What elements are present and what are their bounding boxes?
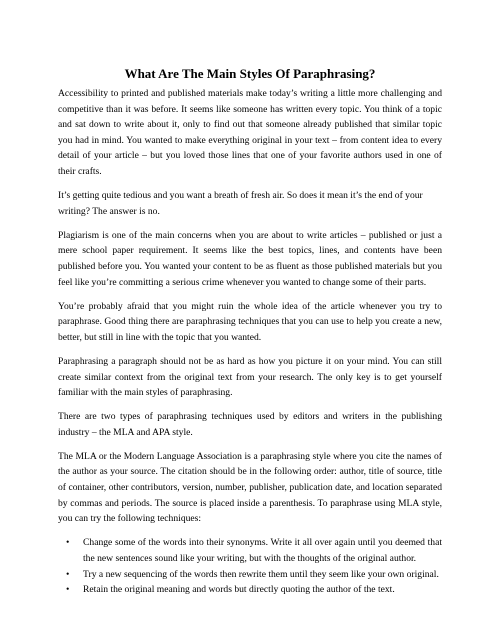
document-title: What Are The Main Styles Of Paraphrasing? — [124, 66, 376, 81]
list-item-text: Retain the original meaning and words but directly quoting the author of the text. — [83, 584, 395, 596]
paragraph-plagiarism: Plagiarism is one of the main concerns when you are about to write articles – published or just a mere school paper requirement. It seems like the best topics, lines, and contents have been published before you. You wanted your content to be as fluent as those published materials but you feel like you’re committing a serious crime whenever you wanted to change some of their parts. — [58, 229, 442, 288]
bullet-icon: • — [66, 537, 70, 549]
paragraph-mla: The MLA or the Modern Language Association is a paraphrasing style where you cite the names of the author as your source. The citation should be in the following order: author, title of source, title of container, other contributors, version, number, publisher, publication date, and location separated by commas and periods. The source is placed inside a parenthesis. To paraphrase using MLA style, you can try the following techniques: — [58, 450, 442, 525]
paragraph-afraid: You’re probably afraid that you might ruin the whole idea of the article whenever you try to paraphrase. Good thing there are paraphrasing techniques that you can use to help you create a new, better, but still in line with the topic that you wanted. — [58, 300, 442, 343]
paragraph-tedious: It’s getting quite tedious and you want a breath of fresh air. So does it mean it’s the end of your writing? The answer is no. — [58, 190, 423, 217]
list-item-text: Change some of the words into their synonyms. Write it all over again until you deemed that the new sentences sound like your writing, but with the thoughts of the original author. — [83, 537, 442, 564]
paragraph-accessibility: Accessibility to printed and published materials make today’s writing a little more challenging and competitive than it was before. It seems like someone has written every topic. You think of a topic and sat down to write about it, only to find out that someone already published that similar topic you had in mind. You wanted to make everything original in your text – from content idea to every detail of your article – but you loved those lines that one of your favorite authors used in one of their crafts. — [58, 88, 442, 177]
list-item — [58, 567, 442, 583]
bullet-icon: • — [66, 568, 70, 580]
list-item — [58, 535, 442, 566]
paragraph-two-types: There are two types of paraphrasing techniques used by editors and writers in the publishing industry – the MLA and APA style. — [58, 411, 442, 438]
bullet-icon: • — [66, 584, 70, 596]
list-item-text: Try a new sequencing of the words then rewrite them until they seem like your own original. — [83, 568, 439, 580]
paragraph-paraphrasing-paragraph: Paraphrasing a paragraph should not be as hard as how you picture it on your mind. You can still create similar context from the original text from your research. The only key is to get yourself familiar with the main styles of paraphrasing. — [58, 355, 442, 399]
technique-list — [58, 535, 442, 597]
list-item — [58, 582, 442, 598]
document-page — [58, 66, 442, 598]
